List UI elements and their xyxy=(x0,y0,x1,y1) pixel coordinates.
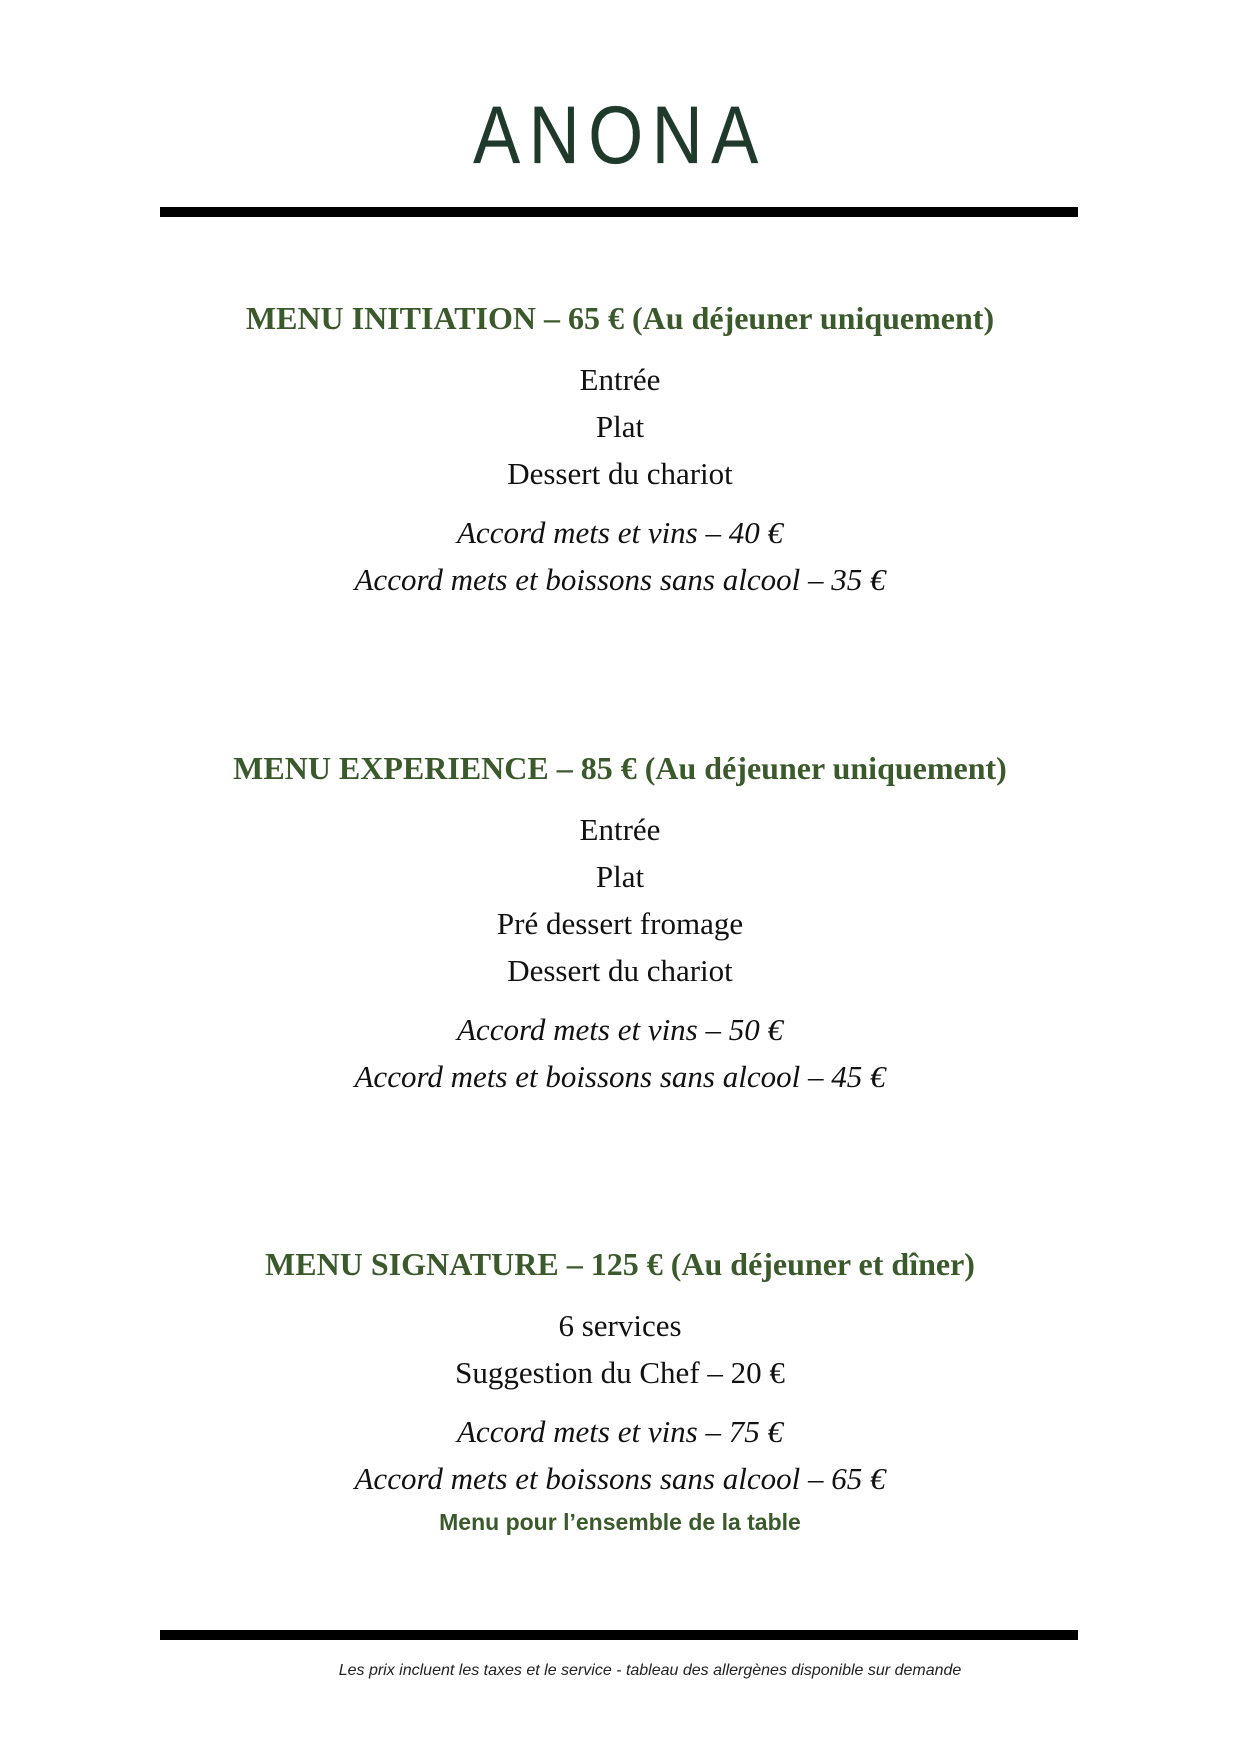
course-item: Entrée xyxy=(579,362,661,397)
menu-initiation-section xyxy=(0,298,1240,603)
menu-title: MENU SIGNATURE – 125 € (Au déjeuner et dîner) xyxy=(265,1246,975,1282)
chef-suggestion: Suggestion du Chef – 20 € xyxy=(455,1355,785,1390)
course-item: Entrée xyxy=(579,812,661,847)
footer-disclaimer: Les prix incluent les taxes et le service - tableau des allergènes disponible sur demande xyxy=(338,1662,962,1679)
course-list xyxy=(0,356,1240,497)
soft-pairing: Accord mets et boissons sans alcool – 45 € xyxy=(354,1059,886,1094)
pairing-list xyxy=(0,1408,1240,1502)
wine-pairing: Accord mets et vins – 40 € xyxy=(457,515,783,550)
wine-pairing: Accord mets et vins – 75 € xyxy=(457,1414,783,1449)
pairing-list xyxy=(0,509,1240,603)
course-list xyxy=(0,806,1240,994)
soft-pairing: Accord mets et boissons sans alcool – 35 € xyxy=(354,562,886,597)
course-item: Plat xyxy=(595,859,645,894)
menu-title: MENU EXPERIENCE – 85 € (Au déjeuner uniquement) xyxy=(233,750,1007,786)
soft-pairing: Accord mets et boissons sans alcool – 65 € xyxy=(354,1461,886,1496)
top-divider xyxy=(160,207,1078,217)
pairing-list xyxy=(0,1006,1240,1100)
table-note: Menu pour l’ensemble de la table xyxy=(439,1509,801,1535)
course-item: Dessert du chariot xyxy=(507,456,733,491)
course-item: Plat xyxy=(595,409,645,444)
wine-pairing: Accord mets et vins – 50 € xyxy=(457,1012,783,1047)
menu-experience-section xyxy=(0,748,1240,1100)
menu-title: MENU INITIATION – 65 € (Au déjeuner uniquement) xyxy=(245,300,995,336)
course-item: Dessert du chariot xyxy=(507,953,733,988)
course-item: 6 services xyxy=(558,1308,682,1343)
course-list xyxy=(0,1302,1240,1396)
course-item: Pré dessert fromage xyxy=(496,906,744,941)
restaurant-logo: ANONA xyxy=(473,90,767,181)
bottom-divider xyxy=(160,1630,1078,1640)
menu-signature-section xyxy=(0,1244,1240,1540)
